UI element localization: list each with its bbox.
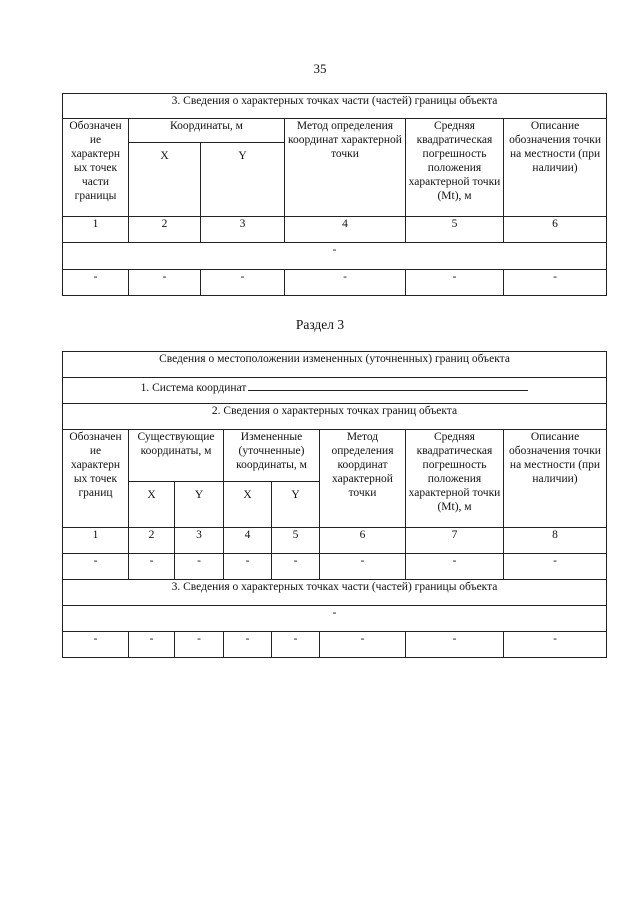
changed-boundaries-table xyxy=(62,351,607,658)
table-cell: - xyxy=(63,554,129,580)
changed-coordinates-header: Измененные (уточненные) координаты, м xyxy=(224,430,320,482)
table-cell: - xyxy=(175,632,224,658)
table-cell: - xyxy=(175,554,224,580)
part-boundary-points-table xyxy=(62,93,607,296)
table-cell: - xyxy=(320,554,406,580)
page-number: 35 xyxy=(313,61,327,76)
table-cell: - xyxy=(504,270,607,296)
column-number: 6 xyxy=(504,217,607,243)
method-header: Метод определения координат характерной точки xyxy=(285,119,406,217)
table-cell: - xyxy=(63,632,129,658)
existing-coordinates-header: Существующие координаты, м xyxy=(129,430,224,482)
table-row xyxy=(63,270,607,296)
y-header: Y xyxy=(201,143,285,217)
table-cell: - xyxy=(129,270,201,296)
column-number: 3 xyxy=(175,528,224,554)
table-cell: - xyxy=(201,270,285,296)
table-cell: - xyxy=(272,632,320,658)
designation-header: Обозначен ие характерн ых точек границ xyxy=(63,430,129,528)
coordinates-header: Координаты, м xyxy=(129,119,285,143)
y-header: Y xyxy=(272,482,320,528)
table-cell: - xyxy=(224,554,272,580)
merged-empty-row: - xyxy=(63,606,607,632)
description-header: Описание обозначения точки на местности (при наличии) xyxy=(504,430,607,528)
table-cell: - xyxy=(406,632,504,658)
column-number: 8 xyxy=(504,528,607,554)
table-cell: - xyxy=(272,554,320,580)
x-header: X xyxy=(129,143,201,217)
column-number: 5 xyxy=(272,528,320,554)
merged-empty-row: - xyxy=(63,243,607,270)
column-number: 1 xyxy=(63,528,129,554)
column-number: 7 xyxy=(406,528,504,554)
table-row xyxy=(63,632,607,658)
part-points-caption: 3. Сведения о характерных точках части (частей) границы объекта xyxy=(63,580,607,606)
section-title: Раздел 3 xyxy=(295,317,345,332)
designation-header: Обозначен ие характерн ых точек части границы xyxy=(63,119,129,217)
column-number: 2 xyxy=(129,528,175,554)
table-cell: - xyxy=(504,554,607,580)
column-number: 2 xyxy=(129,217,201,243)
table-cell: - xyxy=(129,632,175,658)
y-header: Y xyxy=(175,482,224,528)
table-caption: 3. Сведения о характерных точках части (частей) границы объекта xyxy=(63,94,607,119)
table-cell: - xyxy=(285,270,406,296)
table-cell: - xyxy=(63,270,129,296)
table-cell: - xyxy=(320,632,406,658)
table-caption: Сведения о местоположении измененных (уточненных) границ объекта xyxy=(63,352,607,378)
column-number: 4 xyxy=(224,528,272,554)
coordinate-system-row xyxy=(63,378,607,404)
column-number: 5 xyxy=(406,217,504,243)
column-number: 1 xyxy=(63,217,129,243)
column-number: 6 xyxy=(320,528,406,554)
table-row xyxy=(63,554,607,580)
x-header: X xyxy=(129,482,175,528)
column-number: 3 xyxy=(201,217,285,243)
table-cell: - xyxy=(504,632,607,658)
coordinate-system-blank-line xyxy=(248,378,528,391)
table-cell: - xyxy=(406,270,504,296)
description-header: Описание обозначения точки на местности (при наличии) xyxy=(504,119,607,217)
x-header: X xyxy=(224,482,272,528)
accuracy-header: Средняя квадратическая погрешность положения характерной точки (Mt), м xyxy=(406,430,504,528)
table-cell: - xyxy=(129,554,175,580)
table-cell: - xyxy=(406,554,504,580)
column-numbers-row xyxy=(63,528,607,554)
table-cell: - xyxy=(224,632,272,658)
column-number: 4 xyxy=(285,217,406,243)
column-numbers-row xyxy=(63,217,607,243)
coordinate-system-label: 1. Система координат xyxy=(140,382,247,394)
accuracy-header: Средняя квадратическая погрешность положения характерной точки (Mt), м xyxy=(406,119,504,217)
method-header: Метод определения координат характерной точки xyxy=(320,430,406,528)
points-caption: 2. Сведения о характерных точках границ объекта xyxy=(63,404,607,430)
